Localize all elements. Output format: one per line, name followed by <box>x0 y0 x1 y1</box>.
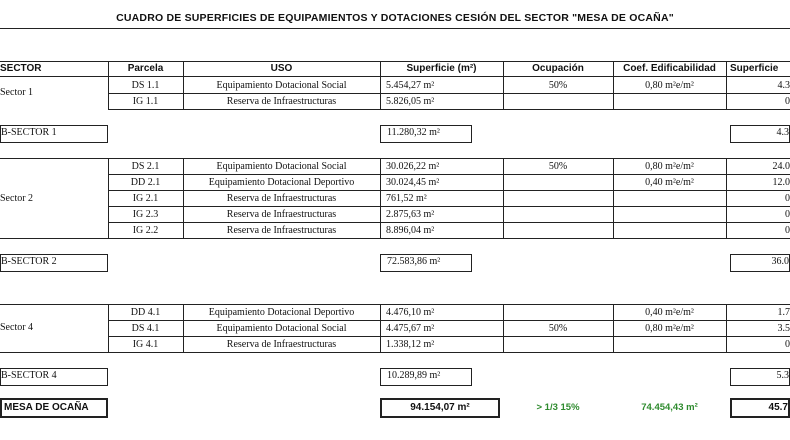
cell-coef: 0,80 m²e/m² <box>645 323 694 334</box>
cell-parcela: IG 2.3 <box>132 209 159 220</box>
cell-parcela: DS 1.1 <box>131 80 160 91</box>
header-ocupacion: Ocupación <box>532 63 584 74</box>
cell-ocupacion: 50% <box>548 80 568 91</box>
cell-edif: 4.3 <box>777 80 790 91</box>
row-rule <box>108 336 790 337</box>
row-rule <box>108 206 790 207</box>
row-rule <box>108 109 790 110</box>
subtotal-label-box <box>0 368 108 386</box>
cell-uso: Equipamiento Dotacional Deportivo <box>208 307 355 318</box>
total-superficie-box <box>380 398 500 418</box>
header-divider <box>380 61 381 77</box>
section-top-rule <box>0 304 790 305</box>
header-superficie-edif: Superficie <box>730 63 779 74</box>
cell-coef: 0,80 m²e/m² <box>645 80 694 91</box>
subtotal-edif-box <box>730 368 790 386</box>
cell-parcela: DS 2.1 <box>131 161 160 172</box>
cell-coef: 0,80 m²e/m² <box>645 161 694 172</box>
header-parcela: Parcela <box>127 63 164 74</box>
total-superficie: 94.154,07 m² <box>410 402 470 413</box>
cell-edif: 0 <box>785 339 790 350</box>
cell-uso: Reserva de Infraestructuras <box>226 225 337 236</box>
cell-edif: 3.5 <box>777 323 790 334</box>
row-rule <box>108 190 790 191</box>
cell-parcela: IG 2.2 <box>132 225 159 236</box>
subtotal-edif-box <box>730 125 790 143</box>
cell-superficie: 5.454,27 m² <box>386 80 435 91</box>
header-superficie: Superficie (m²) <box>406 63 477 74</box>
cell-edif: 1.7 <box>777 307 790 318</box>
cell-edif: 0 <box>785 209 790 220</box>
cell-superficie: 761,52 m² <box>386 193 427 204</box>
cell-uso: Reserva de Infraestructuras <box>226 339 337 350</box>
cell-superficie: 4.475,67 m² <box>386 323 435 334</box>
cell-parcela: IG 1.1 <box>132 96 159 107</box>
cell-superficie: 30.026,22 m² <box>386 161 440 172</box>
section-bottom-rule <box>0 352 790 353</box>
row-rule <box>108 320 790 321</box>
sector-name: Sector 2 <box>0 193 34 204</box>
cell-parcela: DS 4.1 <box>131 323 160 334</box>
cell-parcela: IG 4.1 <box>132 339 159 350</box>
cell-edif: 0 <box>785 225 790 236</box>
header-bottom-rule <box>0 76 790 77</box>
cell-uso: Reserva de Infraestructuras <box>226 193 337 204</box>
grid-line <box>726 304 727 352</box>
header-coef: Coef. Edificabilidad <box>623 63 716 74</box>
subtotal-edif: 5.3 <box>776 370 789 381</box>
cell-coef: 0,40 m²e/m² <box>645 177 694 188</box>
subtotal-superficie-box <box>380 368 472 386</box>
header-divider <box>108 61 109 77</box>
cell-coef: 0,40 m²e/m² <box>645 307 694 318</box>
sector-name: Sector 1 <box>0 87 34 98</box>
subtotal-label: B-SECTOR 2 <box>1 256 57 267</box>
row-rule <box>108 174 790 175</box>
cell-uso: Equipamiento Dotacional Deportivo <box>208 177 355 188</box>
total-coef: 74.454,43 m² <box>641 402 698 413</box>
subtotal-label: B-SECTOR 1 <box>1 127 57 138</box>
title-underline <box>0 28 790 29</box>
header-uso: USO <box>270 63 293 74</box>
cell-uso: Equipamiento Dotacional Social <box>216 323 347 334</box>
subtotal-edif: 4.3 <box>776 127 789 138</box>
header-sector: SECTOR <box>0 63 42 74</box>
header-divider <box>503 61 504 77</box>
cell-parcela: DD 2.1 <box>130 177 161 188</box>
total-label-box <box>0 398 108 418</box>
subtotal-label-box <box>0 254 108 272</box>
total-ocupacion: > 1/3 15% <box>536 402 580 413</box>
cell-superficie: 4.476,10 m² <box>386 307 435 318</box>
subtotal-superficie: 10.289,89 m² <box>387 370 441 381</box>
header-divider <box>183 61 184 77</box>
section-bottom-rule <box>0 238 790 239</box>
subtotal-superficie: 72.583,86 m² <box>387 256 441 267</box>
cell-uso: Reserva de Infraestructuras <box>226 96 337 107</box>
cell-edif: 0 <box>785 96 790 107</box>
cell-parcela: DD 4.1 <box>130 307 161 318</box>
subtotal-edif: 36.0 <box>771 256 789 267</box>
total-edif-box <box>730 398 790 418</box>
cell-uso: Equipamiento Dotacional Social <box>216 161 347 172</box>
subtotal-superficie-box <box>380 254 472 272</box>
table-title: CUADRO DE SUPERFICIES DE EQUIPAMIENTOS Y DOTACIONES CESIÓN DEL SECTOR "MESA DE OCAÑA" <box>116 12 674 24</box>
row-rule <box>108 222 790 223</box>
header-divider <box>613 61 614 77</box>
row-rule <box>108 93 790 94</box>
cell-superficie: 30.024,45 m² <box>386 177 440 188</box>
cell-uso: Reserva de Infraestructuras <box>226 209 337 220</box>
grid-line <box>726 158 727 238</box>
total-label: MESA DE OCAÑA <box>4 402 89 413</box>
cell-edif: 0 <box>785 193 790 204</box>
cell-uso: Equipamiento Dotacional Social <box>216 80 347 91</box>
cell-superficie: 5.826,05 m² <box>386 96 435 107</box>
cell-parcela: IG 2.1 <box>132 193 159 204</box>
cell-edif: 24.0 <box>772 161 790 172</box>
section-top-rule <box>0 158 790 159</box>
sector-name: Sector 4 <box>0 322 34 333</box>
subtotal-label-box <box>0 125 108 143</box>
cell-ocupacion: 50% <box>548 161 568 172</box>
total-edif: 45.7 <box>768 402 788 413</box>
cell-superficie: 8.896,04 m² <box>386 225 435 236</box>
subtotal-label: B-SECTOR 4 <box>1 370 57 381</box>
subtotal-edif-box <box>730 254 790 272</box>
cell-edif: 12.0 <box>772 177 790 188</box>
subtotal-superficie-box <box>380 125 472 143</box>
cell-superficie: 1.338,12 m² <box>386 339 435 350</box>
cell-superficie: 2.875,63 m² <box>386 209 435 220</box>
subtotal-superficie: 11.280,32 m² <box>387 127 440 138</box>
header-divider <box>726 61 727 77</box>
cell-ocupacion: 50% <box>548 323 568 334</box>
